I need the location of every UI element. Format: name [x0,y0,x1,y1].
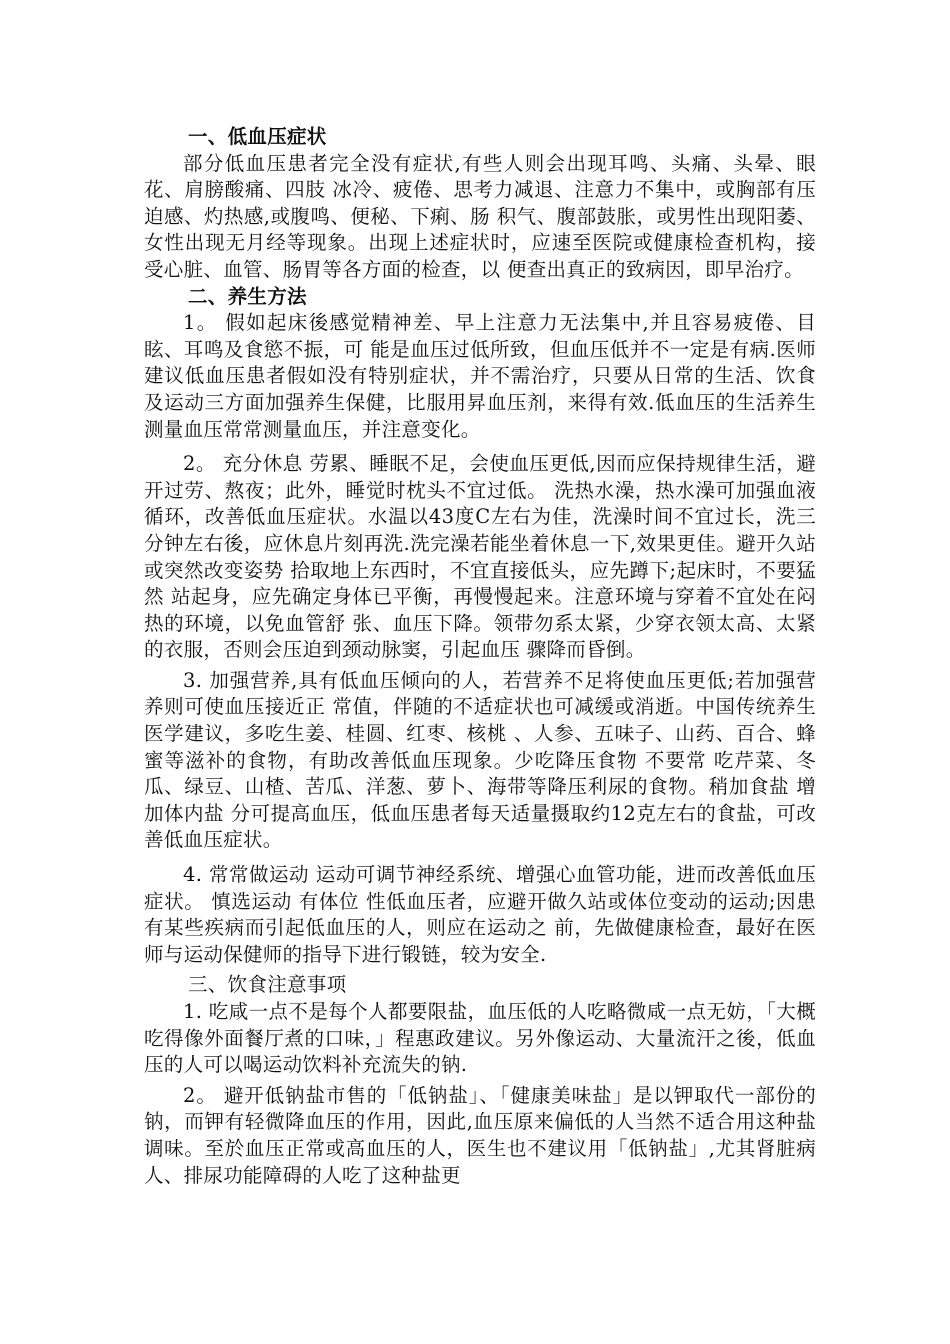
paragraph-method-3: 3. 加强营养,具有低血压倾向的人，若营养不足将使血压更低;若加强营养则可使血压接近正 常值，伴随的不适症状也可减缓或消逝。中国传统养生医学建议，多吃生姜、桂圆、红枣、核桃 、人参、五味子、山药、百合、蜂蜜等滋补的食物，有助改善低血压现象。少吃降压食物 不要常 吃芹菜、冬瓜、绿豆、山楂、苦瓜、洋葱、萝卜、海带等降压利尿的食物。稍加食盐 增加体内盐 分可提高血压，低血压患者每天适量摄取约12克左右的食盐，可改善低血压症状。 [144,668,816,852]
section-heading-diet: 三、饮食注意事项 [188,973,347,997]
paragraph-diet-2: 2。 避开低钠盐市售的「低钠盐」、「健康美味盐」是以钾取代一部份的钠，而钾有轻微降血压的作用，因此,血压原来偏低的人当然不适合用这种盐调味。至於血压正常或高血压的人，医生也不建议用「低钠盐」,尤其肾脏病人、排尿功能障碍的人吃了这种盐更 [144,1083,816,1187]
section-heading-methods: 二、养生方法 [188,284,307,308]
section-heading-symptoms: 一、低血压症状 [188,125,327,148]
paragraph-method-4: 4. 常常做运动 运动可调节神经系统、增强心血管功能，进而改善低血压症状。 慎选运动 有体位 性低血压者，应避开做久站或体位变动的运动;因患有某些疾病而引起低血压的人，则应在运动之 前，先做健康检查，最好在医师与运动保健师的指导下进行锻链，较为安全. [144,863,816,966]
paragraph-method-2: 2。 充分休息 劳累、睡眠不足，会使血压更低,因而应保持规律生活，避开过劳、熬夜；此外，睡觉时枕头不宜过低。 洗热水澡，热水澡可加强血液循环，改善低血压症状。水温以43度C左右为佳，洗澡时间不宜过长，洗三分钟左右後，应休息片刻再洗.洗完澡若能坐着休息一下,效果更佳。避开久站或突然改变姿势 拾取地上东西时，不宜直接低头，应先蹲下;起床时，不要猛然 站起身，应先确定身体已平衡，再慢慢起来。注意环境与穿着不宜处在闷热的环境，以免血管舒 张、血压下降。领带勿系太紧，少穿衣领太高、太紧的衣服，否则会压迫到颈动脉窦，引起血压 骤降而昏倒。 [144,452,816,662]
paragraph-symptoms: 部分低血压患者完全没有症状,有些人则会出现耳鸣、头痛、头晕、眼花、肩膀酸痛、四肢 冰冷、疲倦、思考力减退、注意力不集中，或胸部有压迫感、灼热感,或腹鸣、便秘、下痢、肠 积气、腹部鼓胀，或男性出现阳萎、女性出现无月经等现象。出现上述症状时，应速至医院或健康检查机构，接受心脏、血管、肠胃等各方面的检查，以 便查出真正的致病因，即早治疗。 [144,151,816,281]
document-body [144,124,816,1189]
paragraph-method-1: 1。 假如起床後感觉精神差、早上注意力无法集中,并且容易疲倦、目眩、耳鸣及食慾不振，可 能是血压过低所致，但血压低并不一定是有病.医师建议低血压患者假如没有特别症状，并不需治疗，只要从日常的生活、饮食及运动三方面加强养生保健，比服用昇血压剂，来得有效.低血压的生活养生测量血压常常测量血压，并注意变化。 [144,311,816,441]
paragraph-diet-1: 1. 吃咸一点不是每个人都要限盐，血压低的人吃略微咸一点无妨，「大概吃得像外面餐厅煮的口味，」程惠政建议。另外像运动、大量流汗之後，低血压的人可以喝运动饮料补充流失的钠. [144,1000,816,1077]
